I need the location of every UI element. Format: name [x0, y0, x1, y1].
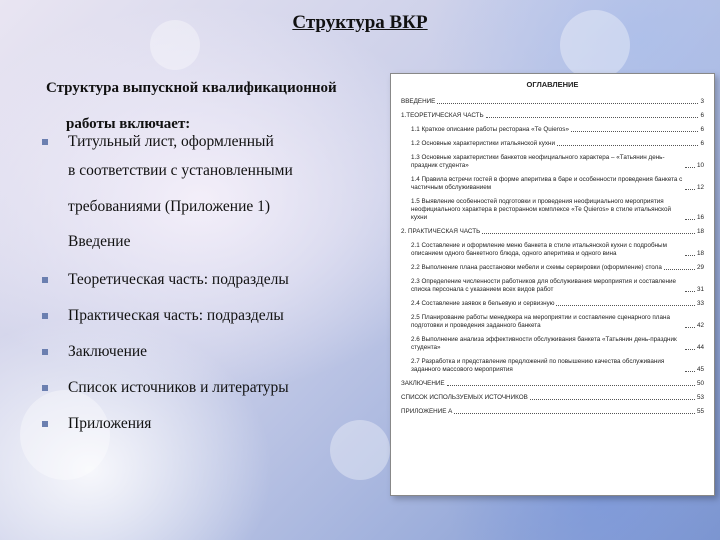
toc-row	[401, 198, 704, 222]
list-item-text: Приложения	[68, 415, 152, 432]
toc-row-text: ПРИЛОЖЕНИЕ А	[401, 408, 453, 415]
list-item-text: в соответствии с установленными	[68, 162, 293, 179]
toc-row	[401, 140, 704, 148]
toc-row	[401, 228, 704, 236]
slide-title: Структура ВКР	[292, 12, 428, 33]
toc-leader-dots	[685, 189, 695, 190]
toc-row-text: 2.1 Составление и оформление меню банкета в стиле итальянской кухни с подробным описанием одного банкетного блюда, одного аперитива и одного вина	[411, 242, 667, 257]
toc-page-number: 50	[696, 380, 704, 387]
toc-leader-dots	[685, 349, 695, 350]
toc-page-number: 18	[696, 250, 704, 257]
toc-page-number: 44	[696, 344, 704, 351]
toc-row	[401, 314, 704, 330]
toc-row-text: 1.5 Выявление особенностей подготовки и проведения неофициального мероприятия неофициального характера в ресторанном комплексе «Те Quieros» в стиле итальянской кухни	[411, 198, 671, 221]
toc-row	[401, 408, 704, 416]
toc-row	[401, 336, 704, 352]
toc-leader-dots	[557, 145, 699, 146]
list-item-text: Теоретическая часть: подразделы	[68, 271, 289, 288]
toc-row-text: 1.2 Основные характеристики итальянской кухни	[411, 140, 555, 147]
toc-page-number: 31	[696, 286, 704, 293]
toc-leader-dots	[454, 413, 695, 414]
toc-heading: ОГЛАВЛЕНИЕ	[526, 80, 579, 89]
bullet-marker	[42, 385, 48, 391]
intro-line-1: Структура выпускной квалификационной	[46, 80, 337, 96]
list-item	[40, 132, 370, 260]
toc-page-number: 3	[700, 98, 704, 105]
structure-list	[40, 132, 370, 444]
toc-row	[401, 242, 704, 258]
bullet-marker	[42, 139, 48, 145]
toc-row	[401, 358, 704, 374]
toc-page-number: 53	[696, 394, 704, 401]
toc-leader-dots	[482, 233, 695, 234]
toc-page-number: 6	[700, 112, 704, 119]
toc-leader-dots	[556, 305, 695, 306]
list-item	[40, 306, 370, 326]
toc-page-number: 42	[696, 322, 704, 329]
toc-row	[401, 176, 704, 192]
toc-page-number: 6	[700, 126, 704, 133]
toc-leader-dots	[530, 399, 695, 400]
toc-row-text: 2.5 Планирование работы менеджера на мероприятии и составление сценарного плана подготовки и проведения заданного банкета	[411, 314, 670, 329]
bullet-marker	[42, 421, 48, 427]
toc-page-number: 16	[696, 214, 704, 221]
list-item	[40, 342, 370, 362]
list-item-text: требованиями (Приложение 1)	[68, 198, 271, 215]
toc-row-text: 2.3 Определение численности работников для обслуживания мероприятия и составление списка персонала с указанием всех видов работ	[411, 278, 677, 293]
toc-row	[401, 300, 704, 308]
toc-row	[401, 264, 704, 272]
list-item-text: Практическая часть: подразделы	[68, 307, 284, 324]
toc-leader-dots	[685, 371, 695, 372]
toc-row-text: ВВЕДЕНИЕ	[401, 98, 436, 105]
toc-page-number: 12	[696, 184, 704, 191]
toc-page-number: 10	[696, 162, 704, 169]
toc-row-text: СПИСОК ИСПОЛЬЗУЕМЫХ ИСТОЧНИКОВ	[401, 394, 528, 401]
toc-row	[401, 380, 704, 388]
toc-page-number: 18	[696, 228, 704, 235]
list-item	[40, 414, 370, 434]
toc-leader-dots	[486, 117, 699, 118]
intro-line-2: работы включает:	[66, 116, 191, 132]
toc-row-text: 2. ПРАКТИЧЕСКАЯ ЧАСТЬ	[401, 228, 481, 235]
toc-leader-dots	[685, 219, 695, 220]
toc-page-number: 55	[696, 408, 704, 415]
toc-leader-dots	[685, 255, 695, 256]
bullet-marker	[42, 313, 48, 319]
toc-leader-dots	[685, 291, 695, 292]
toc-leader-dots	[571, 131, 699, 132]
table-of-contents-image	[390, 73, 715, 496]
toc-leader-dots	[685, 167, 695, 168]
toc-row-text: 2.6 Выполнение анализа эффективности обслуживания банкета «Татьянин день-праздник студента»	[411, 336, 677, 351]
toc-row-text: 1.1 Краткое описание работы ресторана «Те Quieros»	[411, 126, 569, 133]
bullet-marker	[42, 277, 48, 283]
toc-row	[401, 98, 704, 106]
toc-row	[401, 126, 704, 134]
toc-leader-dots	[437, 103, 698, 104]
toc-page-number: 45	[696, 366, 704, 373]
toc-page-number: 29	[696, 264, 704, 271]
toc-page-number: 6	[700, 140, 704, 147]
toc-row-text: 1.ТЕОРЕТИЧЕСКАЯ ЧАСТЬ	[401, 112, 484, 119]
list-item-text: Введение	[68, 233, 131, 250]
toc-row-text: 1.3 Основные характеристики банкетов неофициального характера – «Татьянин день-праздник студента»	[411, 154, 665, 169]
list-item	[40, 270, 370, 290]
toc-row	[401, 394, 704, 402]
list-item-text: Список источников и литературы	[68, 379, 289, 396]
toc-leader-dots	[664, 269, 695, 270]
toc-row-text: 2.2 Выполнение плана расстановки мебели и схемы сервировки (оформление) стола	[411, 264, 662, 271]
toc-row-text: 2.4 Составление заявок в бельевую и сервизную	[411, 300, 555, 307]
toc-row-text: 1.4 Правила встречи гостей в форме аперитива в баре и особенности проведения банкета с частичным обслуживанием	[411, 176, 683, 191]
toc-leader-dots	[685, 327, 695, 328]
bullet-marker	[42, 349, 48, 355]
toc-row-text: 2.7 Разработка и представление предложений по повышению качества обслуживания заданного массового мероприятия	[411, 358, 665, 373]
list-item-text: Титульный лист, оформленный	[68, 133, 274, 150]
list-item	[40, 378, 370, 398]
toc-leader-dots	[447, 385, 695, 386]
toc-page-number: 33	[696, 300, 704, 307]
list-item-text: Заключение	[68, 343, 148, 360]
toc-row	[401, 154, 704, 170]
toc-row	[401, 278, 704, 294]
toc-row-text: ЗАКЛЮЧЕНИЕ	[401, 380, 445, 387]
toc-row	[401, 112, 704, 120]
toc-rows	[401, 98, 704, 416]
